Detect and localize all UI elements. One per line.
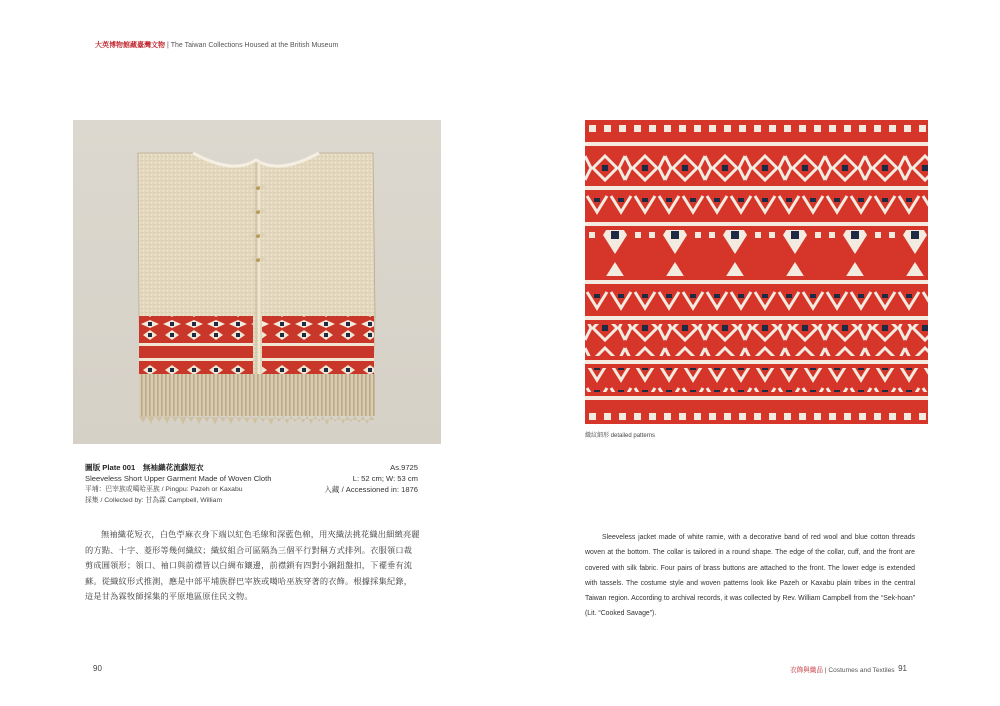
plate-collector: 採集 / Collected by: 甘為霖 Campbell, William [85, 497, 223, 504]
header-title-cn: 大英博物館藏臺灣文物 [95, 42, 165, 49]
woven-pattern-illustration [585, 120, 928, 424]
body-text-english: Sleeveless jacket made of white ramie, with a decorative band of red wool and blue cotton threads woven at the bottom. The collar is tailored in a round shape. The edge of the collar, cuff, and the front are covered with silk fabric. Four pairs of brass buttons are attached to the front. The lower edge is extended with tassels. The costume style and woven patterns look like Pazeh or Kaxabu plain tribes in the central Taiwan region. According to archival records, it was collected by Rev. William Campbell from the “Sek-hoan” (Lit. “Cooked Savage”). [585, 534, 915, 618]
running-header [95, 40, 338, 50]
textile-detail-photo [585, 120, 928, 424]
sleeveless-garment-illustration [73, 120, 441, 444]
plate-caption [85, 462, 418, 506]
body-text-chinese: 無袖織花短衣，白色苧麻衣身下端以紅色毛線和深藍色棉，用夾織法挑花織出細緻亮麗的方點、十字、菱形等幾何織紋；織紋組合可區隔為三個平行對稱方式排列。衣服領口裁剪成圓領形；領口、袖口與前襟皆以白綢布鑲邊，前襟鎖有四對小銅鈕盤扣，下襬垂有流蘇。從織紋形式推測，應是中部平埔族群巴宰族或噶哈巫族穿著的衣飾。根據採集紀錄，這是甘為霖牧師採集的平原地區原住民文物。 [85, 530, 420, 602]
plate-label: 圖版 Plate 001 無袖織花流蘇短衣 [85, 463, 204, 472]
header-separator: | [165, 42, 171, 49]
page-number-right: 91 [898, 664, 907, 673]
header-title-en: The Taiwan Collections Housed at the British Museum [170, 42, 339, 49]
section-title-en: Costumes and Textiles [828, 667, 895, 674]
accession-year: 入藏 / Accessioned in: 1876 [324, 485, 418, 494]
section-footer [790, 664, 895, 674]
dimensions: L: 52 cm; W: 53 cm [352, 474, 418, 483]
accession-number: As.9725 [390, 463, 418, 472]
garment-photo [73, 120, 441, 444]
plate-title-en: Sleeveless Short Upper Garment Made of Woven Cloth [85, 474, 272, 483]
plate-tribe: 平埔：巴宰族或噶哈巫族 / Pingpu: Pazeh or Kaxabu [85, 486, 243, 493]
section-title-cn: 衣飾與織品 [790, 667, 823, 674]
section-separator: | [822, 667, 829, 674]
detail-caption: 織紋細形 detailed patterns [585, 433, 656, 439]
page-number-left: 90 [93, 664, 102, 673]
